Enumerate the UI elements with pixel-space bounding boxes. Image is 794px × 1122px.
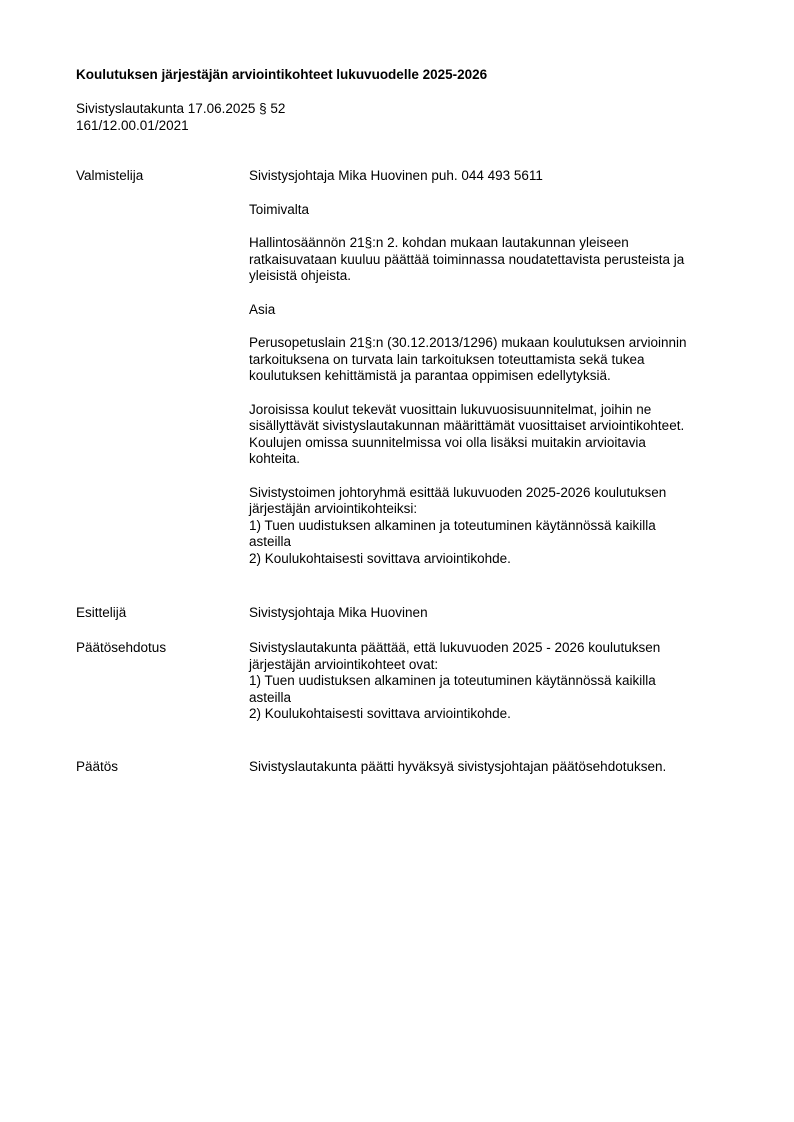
text-line: 2) Koulukohtaisesti sovittava arviointikohde. — [249, 706, 511, 721]
paragraph — [249, 759, 729, 776]
section-label: Päätös — [76, 759, 119, 774]
case-number: 161/12.00.01/2021 — [76, 117, 189, 133]
section-content — [249, 640, 729, 723]
paragraph — [249, 485, 729, 568]
document-meta — [76, 101, 285, 134]
text-line: Sivistysjohtaja Mika Huovinen puh. 044 493 5611 — [249, 168, 543, 183]
section-label: Valmistelija — [76, 168, 144, 183]
text-line: Toimivalta — [249, 201, 310, 217]
text-line: ratkaisuvataan kuuluu päättää toiminnassa noudatettavista perusteista ja — [249, 251, 685, 267]
text-line: Sivistystoimen johtoryhmä esittää lukuvuoden 2025-2026 koulutuksen — [249, 484, 667, 500]
text-line: järjestäjän arviointikohteet ovat: — [249, 656, 439, 672]
text-line: 1) Tuen uudistuksen alkaminen ja toteutuminen käytännössä kaikilla — [249, 673, 656, 688]
text-line: Sivistyslautakunta päätti hyväksyä sivistysjohtajan päätösehdotuksen. — [249, 759, 667, 774]
document-title: Koulutuksen järjestäjän arviointikohteet lukuvuodelle 2025-2026 — [76, 67, 488, 82]
text-line: Sivistyslautakunta päättää, että lukuvuoden 2025 - 2026 koulutuksen — [249, 640, 661, 655]
paragraph — [249, 335, 729, 385]
text-line: Sivistysjohtaja Mika Huovinen — [249, 605, 428, 620]
paragraph — [249, 402, 729, 468]
section-content — [249, 605, 729, 622]
text-line: asteilla — [249, 534, 292, 549]
text-line: Asia — [249, 301, 276, 317]
paragraph — [249, 640, 729, 723]
paragraph — [249, 302, 729, 319]
text-line: Perusopetuslain 21§:n (30.12.2013/1296) mukaan koulutuksen arvioinnin — [249, 335, 687, 350]
text-line: tarkoituksena on turvata lain tarkoituksen toteuttamista sekä tukea — [249, 351, 645, 367]
section-label: Esittelijä — [76, 605, 127, 620]
meeting-reference: Sivistyslautakunta 17.06.2025 § 52 — [76, 101, 286, 116]
paragraph — [249, 235, 729, 285]
paragraph — [249, 168, 729, 185]
text-line: Joroisissa koulut tekevät vuosittain lukuvuosisuunnitelmat, joihin ne — [249, 401, 652, 417]
text-line: sisällyttävät sivistyslautakunnan määrittämät vuosittaiset arviointikohteet. — [249, 418, 685, 433]
section-content — [249, 168, 729, 567]
text-line: järjestäjän arviointikohteiksi: — [249, 501, 418, 516]
text-line: 2) Koulukohtaisesti sovittava arviointikohde. — [249, 550, 511, 566]
text-line: asteilla — [249, 689, 292, 705]
text-line: Koulujen omissa suunnitelmissa voi olla lisäksi muitakin arvioitavia — [249, 434, 646, 450]
text-line: yleisistä ohjeista. — [249, 268, 352, 283]
paragraph — [249, 202, 729, 219]
text-line: koulutuksen kehittämistä ja parantaa oppimisen edellytyksiä. — [249, 368, 611, 383]
section-content — [249, 759, 729, 776]
section-label: Päätösehdotus — [76, 640, 167, 655]
text-line: Hallintosäännön 21§:n 2. kohdan mukaan lautakunnan yleiseen — [249, 235, 629, 250]
text-line: 1) Tuen uudistuksen alkaminen ja toteutuminen käytännössä kaikilla — [249, 517, 656, 533]
text-line: kohteita. — [249, 451, 301, 466]
paragraph — [249, 605, 729, 622]
